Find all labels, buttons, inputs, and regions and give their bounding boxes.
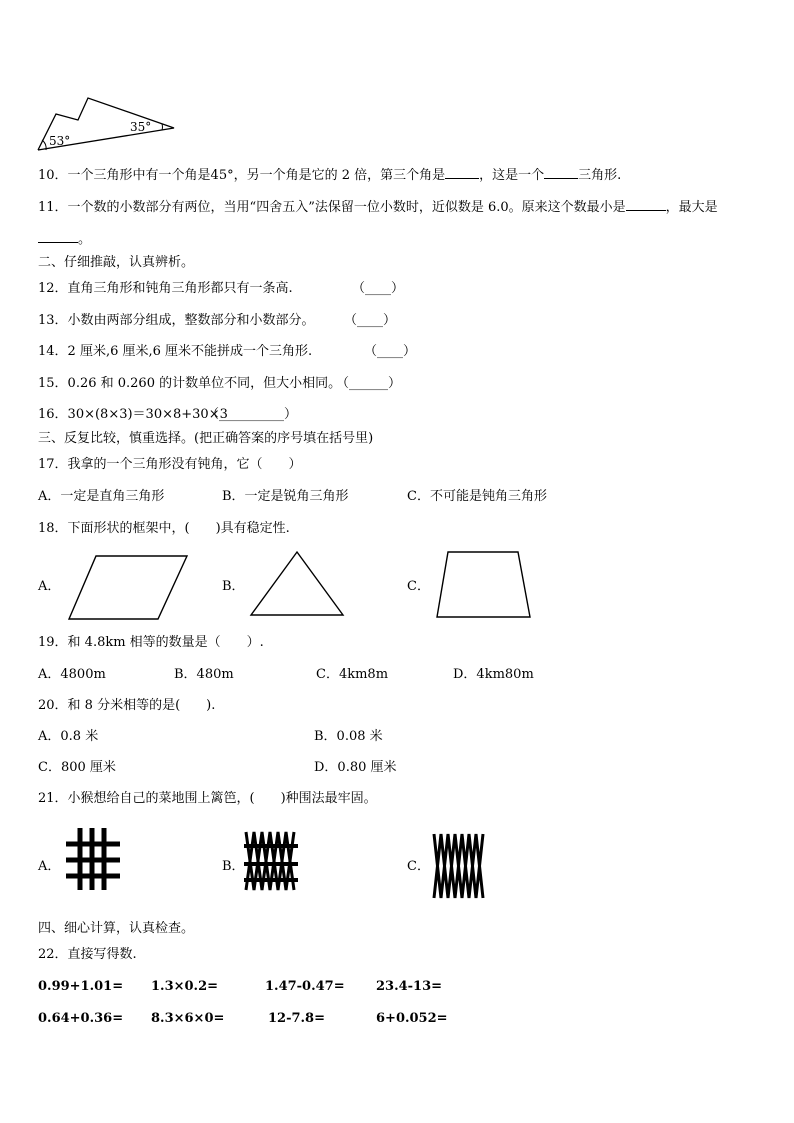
calc-item: 1.47-0.47= xyxy=(265,979,345,994)
q21-label-a[interactable]: A． xyxy=(38,859,61,874)
question-18: 18．下面形状的框架中，( )具有稳定性. xyxy=(38,521,290,536)
q14-answer-paren[interactable]: （____） xyxy=(364,344,417,359)
question-14: 14．2 厘米,6 厘米,6 厘米不能拼成一个三角形. xyxy=(38,344,313,359)
question-19: 19．和 4.8km 相等的数量是（ ）. xyxy=(38,635,264,650)
q15-answer-paren[interactable]: （______） xyxy=(336,376,402,391)
question-21: 21．小猴想给自己的菜地围上篱笆，( )种围法最牢固。 xyxy=(38,791,377,806)
q18-label-c[interactable]: C． xyxy=(407,579,430,594)
q18-label-a[interactable]: A． xyxy=(38,579,61,594)
section-4-heading: 四、细心计算，认真检查。 xyxy=(38,921,195,936)
trapezoid-shape xyxy=(434,549,534,621)
question-22: 22．直接写得数. xyxy=(38,947,137,962)
question-16: 16．30×(8×3)＝30×8+30×3 xyxy=(38,407,228,422)
q18-label-b[interactable]: B． xyxy=(222,579,245,594)
angle-35-label: 35° xyxy=(130,120,152,134)
q19-option-c[interactable]: C．4km8m xyxy=(316,667,389,682)
parallelogram-shape xyxy=(66,553,190,623)
question-11-line2: 。 xyxy=(38,230,91,249)
calc-item: 6+0.052= xyxy=(376,1011,448,1026)
q11-blank-min[interactable] xyxy=(626,198,666,211)
calc-item: 12-7.8= xyxy=(268,1011,325,1026)
q10-blank-2[interactable] xyxy=(544,166,578,179)
question-12: 12．直角三角形和钝角三角形都只有一条高. xyxy=(38,281,293,296)
question-11: 11．一个数的小数部分有两位，当用“四舍五入”法保留一位小数时，近似数是 6.0。原来这个数最小是 ，最大是 xyxy=(38,200,718,215)
triangle-shape xyxy=(248,549,346,619)
fence-grid-shape xyxy=(62,826,124,892)
q20-option-c[interactable]: C．800 厘米 xyxy=(38,760,116,775)
calc-item: 23.4-13= xyxy=(376,979,443,994)
angle-53-label: 53° xyxy=(49,134,71,148)
q20-option-d[interactable]: D．0.80 厘米 xyxy=(314,760,397,775)
section-3-heading: 三、反复比较，慎重选择。(把正确答案的序号填在括号里) xyxy=(38,431,374,446)
fence-cross-grid-shape xyxy=(242,828,300,894)
q10-blank-1[interactable] xyxy=(445,166,479,179)
q19-option-a[interactable]: A．4800m xyxy=(38,667,106,682)
q20-option-b[interactable]: B．0.08 米 xyxy=(314,729,383,744)
q16-answer-paren[interactable]: （__________） xyxy=(206,407,298,422)
question-20: 20．和 8 分米相等的是( ). xyxy=(38,698,216,713)
question-13: 13．小数由两部分组成，整数部分和小数部分。 xyxy=(38,313,315,328)
q12-answer-paren[interactable]: （____） xyxy=(352,281,405,296)
calc-item: 0.64+0.36= xyxy=(38,1011,124,1026)
q17-option-b[interactable]: B．一定是锐角三角形 xyxy=(222,489,349,504)
question-15: 15．0.26 和 0.260 的计数单位不同，但大小相同。 xyxy=(38,376,342,391)
calc-item: 0.99+1.01= xyxy=(38,979,124,994)
q21-label-b[interactable]: B． xyxy=(222,859,245,874)
section-2-heading: 二、仔细推敲，认真辨析。 xyxy=(38,255,195,270)
q17-option-a[interactable]: A．一定是直角三角形 xyxy=(38,489,165,504)
q11-blank-max[interactable] xyxy=(38,230,78,243)
calc-item: 8.3×6×0= xyxy=(151,1011,225,1026)
calc-item: 1.3×0.2= xyxy=(151,979,219,994)
q13-answer-paren[interactable]: （____） xyxy=(344,313,397,328)
q19-option-b[interactable]: B．480m xyxy=(174,667,234,682)
q20-option-a[interactable]: A．0.8 米 xyxy=(38,729,99,744)
q17-option-c[interactable]: C．不可能是钝角三角形 xyxy=(407,489,547,504)
q21-label-c[interactable]: C． xyxy=(407,859,430,874)
question-10: 10．一个三角形中有一个角是45°，另一个角是它的 2 倍，第三个角是 ，这是一个 三角形. xyxy=(38,168,622,183)
question-17: 17．我拿的一个三角形没有钝角，它（ ） xyxy=(38,457,302,472)
fence-zigzag-shape xyxy=(430,828,490,904)
q19-option-d[interactable]: D．4km80m xyxy=(453,667,534,682)
